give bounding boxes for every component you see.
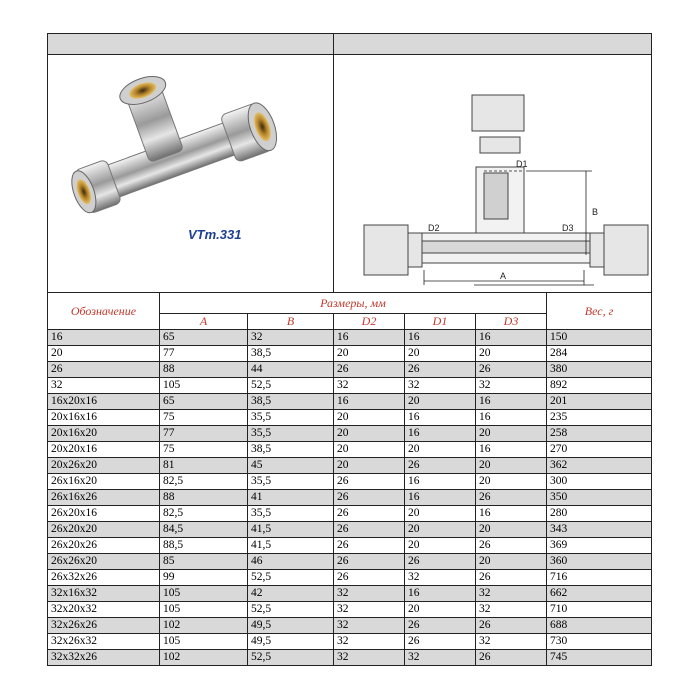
table-cell: 26 <box>405 618 476 634</box>
left-nut <box>364 225 408 275</box>
table-cell: 16 <box>405 410 476 426</box>
table-cell: 32 <box>405 650 476 666</box>
table-cell: 20 <box>476 426 547 442</box>
table-cell: 35,5 <box>248 474 334 490</box>
table-cell: 32x26x32 <box>48 634 160 650</box>
table-cell: 20x20x16 <box>48 442 160 458</box>
table-cell: 26x16x26 <box>48 490 160 506</box>
table-cell: 26 <box>334 474 405 490</box>
product-photo-cell <box>48 55 334 293</box>
table-cell: 16 <box>405 330 476 346</box>
datasheet <box>47 33 651 666</box>
table-cell: 380 <box>547 362 652 378</box>
table-row <box>48 330 652 346</box>
table-cell: 284 <box>547 346 652 362</box>
table-cell: 16 <box>476 330 547 346</box>
table-row <box>48 538 652 554</box>
table-cell: 300 <box>547 474 652 490</box>
table-row <box>48 442 652 458</box>
table-cell: 26 <box>334 522 405 538</box>
table-cell: 16 <box>48 330 160 346</box>
table-cell: 369 <box>547 538 652 554</box>
subheader-d3: D3 <box>476 314 547 330</box>
table-cell: 88 <box>160 362 248 378</box>
table-row <box>48 346 652 362</box>
table-row <box>48 618 652 634</box>
technical-drawing-cell <box>334 55 652 293</box>
table-cell: 16 <box>476 442 547 458</box>
table-cell: 32 <box>48 378 160 394</box>
table-cell: 26 <box>476 570 547 586</box>
table-cell: 20 <box>476 458 547 474</box>
table-cell: 20 <box>334 442 405 458</box>
table-cell: 360 <box>547 554 652 570</box>
table-cell: 82,5 <box>160 506 248 522</box>
table-cell: 26 <box>476 650 547 666</box>
table-cell: 77 <box>160 426 248 442</box>
table-cell: 16 <box>405 586 476 602</box>
table-cell: 16 <box>405 474 476 490</box>
table-row <box>48 506 652 522</box>
table-cell: 26 <box>476 490 547 506</box>
table-row <box>48 554 652 570</box>
table-cell: 26x20x26 <box>48 538 160 554</box>
header-cell-left <box>48 34 334 55</box>
table-row <box>48 458 652 474</box>
table-cell: 150 <box>547 330 652 346</box>
table-cell: 26 <box>405 554 476 570</box>
table-cell: 88 <box>160 490 248 506</box>
table-cell: 26 <box>476 538 547 554</box>
table-cell: 892 <box>547 378 652 394</box>
table-cell: 102 <box>160 650 248 666</box>
table-cell: 38,5 <box>248 346 334 362</box>
table-cell: 32 <box>476 602 547 618</box>
table-cell: 49,5 <box>248 618 334 634</box>
table-cell: 350 <box>547 490 652 506</box>
table-cell: 16 <box>476 506 547 522</box>
table-cell: 102 <box>160 618 248 634</box>
label-b: B <box>592 207 599 217</box>
table-cell: 20 <box>476 522 547 538</box>
table-cell: 745 <box>547 650 652 666</box>
spec-table <box>47 33 652 666</box>
table-cell: 75 <box>160 442 248 458</box>
table-row <box>48 410 652 426</box>
table-cell: 20 <box>405 602 476 618</box>
table-cell: 16 <box>334 394 405 410</box>
table-cell: 26x32x26 <box>48 570 160 586</box>
table-cell: 26 <box>334 506 405 522</box>
table-cell: 20x26x20 <box>48 458 160 474</box>
table-cell: 52,5 <box>248 378 334 394</box>
table-cell: 81 <box>160 458 248 474</box>
table-cell: 730 <box>547 634 652 650</box>
table-cell: 45 <box>248 458 334 474</box>
table-cell: 105 <box>160 586 248 602</box>
table-cell: 32x32x26 <box>48 650 160 666</box>
table-cell: 20 <box>476 554 547 570</box>
table-cell: 32 <box>248 330 334 346</box>
table-cell: 65 <box>160 394 248 410</box>
table-cell: 32 <box>405 570 476 586</box>
table-cell: 52,5 <box>248 570 334 586</box>
product-code: VTm.331 <box>188 227 242 242</box>
table-cell: 20 <box>334 410 405 426</box>
table-cell: 20 <box>334 426 405 442</box>
right-nut <box>604 225 648 275</box>
label-d1: D1 <box>516 159 528 169</box>
table-cell: 20 <box>405 538 476 554</box>
table-cell: 20 <box>405 442 476 458</box>
label-d2: D2 <box>428 223 440 233</box>
table-cell: 235 <box>547 410 652 426</box>
table-cell: 20 <box>405 346 476 362</box>
table-cell: 16 <box>405 490 476 506</box>
table-cell: 105 <box>160 602 248 618</box>
table-cell: 20 <box>476 474 547 490</box>
table-cell: 65 <box>160 330 248 346</box>
table-cell: 32 <box>334 602 405 618</box>
table-cell: 26 <box>334 554 405 570</box>
table-cell: 44 <box>248 362 334 378</box>
table-cell: 280 <box>547 506 652 522</box>
table-cell: 662 <box>547 586 652 602</box>
table-cell: 20 <box>334 346 405 362</box>
table-row <box>48 586 652 602</box>
table-cell: 32 <box>476 586 547 602</box>
table-cell: 710 <box>547 602 652 618</box>
table-row <box>48 362 652 378</box>
table-cell: 88,5 <box>160 538 248 554</box>
table-cell: 16 <box>476 410 547 426</box>
table-cell: 32 <box>334 378 405 394</box>
table-cell: 20 <box>405 522 476 538</box>
table-cell: 32 <box>476 634 547 650</box>
table-body <box>48 330 652 666</box>
table-cell: 26 <box>476 362 547 378</box>
table-cell: 42 <box>248 586 334 602</box>
table-cell: 20 <box>334 458 405 474</box>
subheader-d2: D2 <box>334 314 405 330</box>
table-row <box>48 650 652 666</box>
table-cell: 16x20x16 <box>48 394 160 410</box>
table-cell: 32 <box>405 378 476 394</box>
table-row <box>48 426 652 442</box>
table-cell: 26 <box>405 634 476 650</box>
subheader-d1: D1 <box>405 314 476 330</box>
table-cell: 688 <box>547 618 652 634</box>
table-cell: 16 <box>476 394 547 410</box>
table-cell: 362 <box>547 458 652 474</box>
table-cell: 41,5 <box>248 538 334 554</box>
table-row <box>48 634 652 650</box>
table-cell: 32 <box>334 634 405 650</box>
table-cell: 32 <box>334 618 405 634</box>
technical-drawing <box>334 55 652 287</box>
table-cell: 20 <box>476 346 547 362</box>
top-nut <box>472 95 524 131</box>
table-cell: 32 <box>476 378 547 394</box>
table-row <box>48 490 652 506</box>
table-cell: 26 <box>405 362 476 378</box>
table-cell: 20x16x20 <box>48 426 160 442</box>
table-cell: 16 <box>334 330 405 346</box>
table-cell: 105 <box>160 378 248 394</box>
table-cell: 258 <box>547 426 652 442</box>
table-cell: 26x20x16 <box>48 506 160 522</box>
table-cell: 26x26x20 <box>48 554 160 570</box>
table-cell: 26 <box>334 490 405 506</box>
table-cell: 32 <box>334 650 405 666</box>
table-row <box>48 474 652 490</box>
table-cell: 26 <box>334 362 405 378</box>
table-cell: 32x16x32 <box>48 586 160 602</box>
table-cell: 32x20x32 <box>48 602 160 618</box>
table-cell: 20x16x16 <box>48 410 160 426</box>
table-cell: 32x26x26 <box>48 618 160 634</box>
table-cell: 41 <box>248 490 334 506</box>
table-cell: 26 <box>334 570 405 586</box>
table-cell: 75 <box>160 410 248 426</box>
table-cell: 20 <box>405 394 476 410</box>
table-cell: 77 <box>160 346 248 362</box>
label-a: A <box>500 271 507 281</box>
subheader-b: B <box>248 314 334 330</box>
table-cell: 84,5 <box>160 522 248 538</box>
table-row <box>48 570 652 586</box>
table-cell: 32 <box>334 586 405 602</box>
subheader-a: A <box>160 314 248 330</box>
table-cell: 26 <box>334 538 405 554</box>
col-dimensions-header: Размеры, мм <box>160 293 547 314</box>
table-cell: 46 <box>248 554 334 570</box>
col-designation-header: Обозначение <box>48 293 160 330</box>
table-cell: 26 <box>48 362 160 378</box>
table-cell: 38,5 <box>248 442 334 458</box>
table-cell: 52,5 <box>248 650 334 666</box>
table-cell: 49,5 <box>248 634 334 650</box>
table-row <box>48 394 652 410</box>
tee-fitting-photo <box>48 55 296 287</box>
table-cell: 35,5 <box>248 506 334 522</box>
table-row <box>48 602 652 618</box>
table-cell: 99 <box>160 570 248 586</box>
table-cell: 105 <box>160 634 248 650</box>
table-cell: 26 <box>476 618 547 634</box>
table-cell: 85 <box>160 554 248 570</box>
table-cell: 35,5 <box>248 426 334 442</box>
table-cell: 26x20x20 <box>48 522 160 538</box>
table-cell: 35,5 <box>248 410 334 426</box>
table-cell: 41,5 <box>248 522 334 538</box>
table-cell: 16 <box>405 426 476 442</box>
header-cell-right <box>334 34 652 55</box>
table-cell: 20 <box>405 506 476 522</box>
table-cell: 201 <box>547 394 652 410</box>
label-d3: D3 <box>562 223 574 233</box>
table-cell: 716 <box>547 570 652 586</box>
table-cell: 343 <box>547 522 652 538</box>
table-row <box>48 378 652 394</box>
table-cell: 20 <box>48 346 160 362</box>
table-cell: 26x16x20 <box>48 474 160 490</box>
col-weight-header: Вес, г <box>547 293 652 330</box>
table-row <box>48 522 652 538</box>
table-cell: 270 <box>547 442 652 458</box>
table-cell: 38,5 <box>248 394 334 410</box>
table-cell: 82,5 <box>160 474 248 490</box>
table-cell: 26 <box>405 458 476 474</box>
table-cell: 52,5 <box>248 602 334 618</box>
